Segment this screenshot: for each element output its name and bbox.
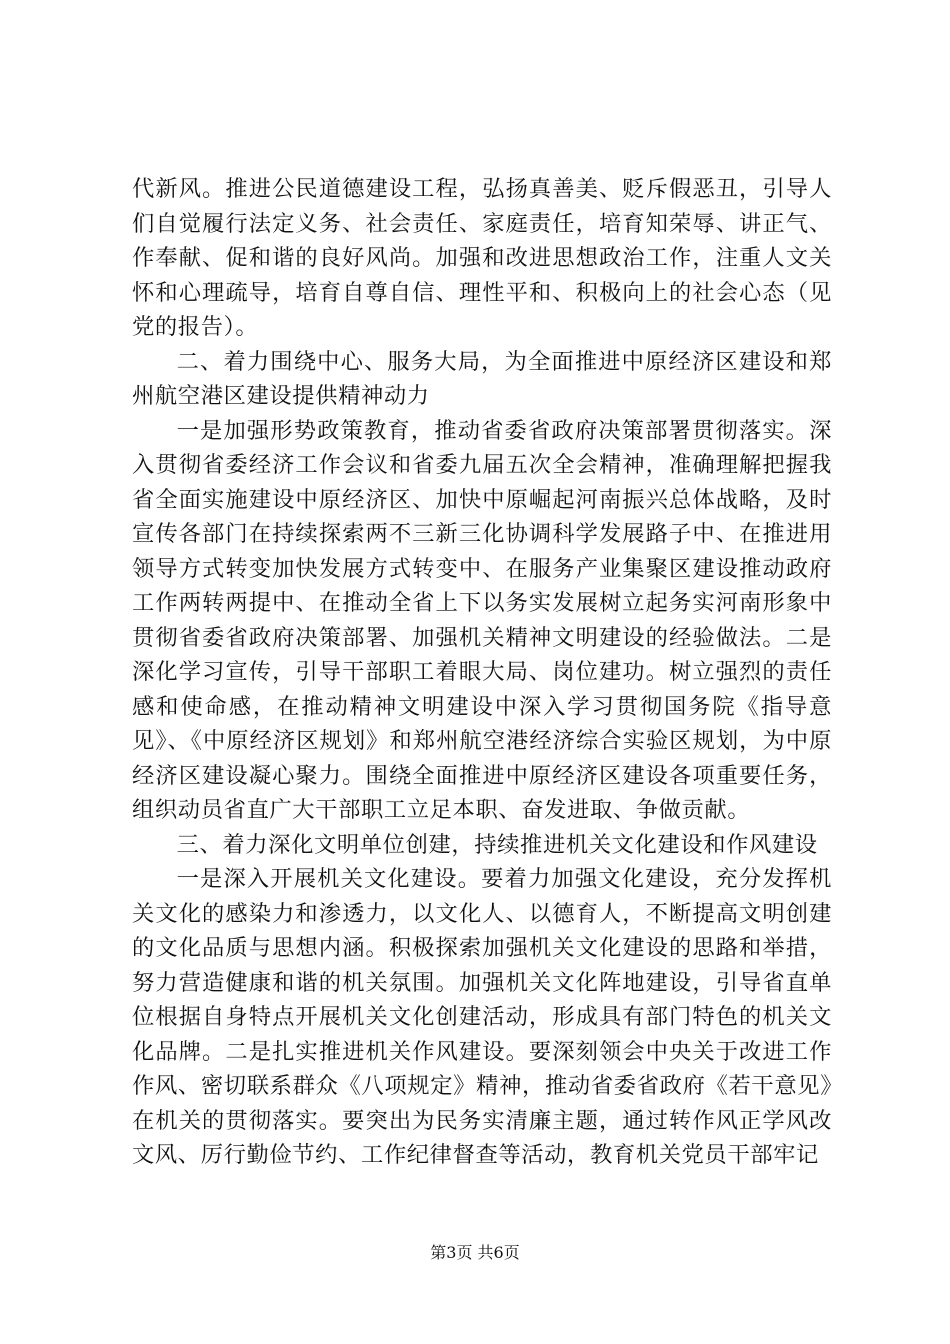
page-number-footer: 第3页 共6页 bbox=[430, 1243, 520, 1262]
paragraph-3: 一是加强形势政策教育，推动省委省政府决策部署贯彻落实。深入贯彻省委经济工作会议和省委九届五次全会精神，准确理解把握我省全面实施建设中原经济区、加快中原崛起河南振兴总体战略，及时宣传各部门在持续探索两不三新三化协调科学发展路子中、在推进用领导方式转变加快发展方式转变中、在服务产业集聚区建设推动政府工作两转两提中、在推动全省上下以务实发展树立起务实河南形象中贯彻省委省政府决策部署、加强机关精神文明建设的经验做法。二是深化学习宣传，引导干部职工着眼大局、岗位建功。树立强烈的责任感和使命感，在推动精神文明建设中深入学习贯彻国务院《指导意见》、《中原经济区规划》和郑州航空港经济综合实验区规划，为中原经济区建设凝心聚力。围绕全面推进中原经济区建设各项重要任务，组织动员省直广大干部职工立足本职、奋发进取、争做贡献。 bbox=[132, 417, 832, 823]
paragraph-1: 代新风。推进公民道德建设工程，弘扬真善美、贬斥假恶丑，引导人们自觉履行法定义务、社会责任、家庭责任，培育知荣辱、讲正气、作奉献、促和谐的良好风尚。加强和改进思想政治工作，注重人文关怀和心理疏导，培育自尊自信、理性平和、积极向上的社会心态（见党的报告）。 bbox=[132, 176, 832, 340]
paragraph-5: 一是深入开展机关文化建设。要着力加强文化建设，充分发挥机关文化的感染力和渗透力，以文化人、以德育人，不断提高文明创建的文化品质与思想内涵。积极探索加强机关文化建设的思路和举措，努力营造健康和谐的机关氛围。加强机关文化阵地建设，引导省直单位根据自身特点开展机关文化创建活动，形成具有部门特色的机关文化品牌。二是扎实推进机关作风建设。要深刻领会中央关于改进工作作风、密切联系群众《八项规定》精神，推动省委省政府《若干意见》在机关的贯彻落实。要突出为民务实清廉主题，通过转作风正学风改文风、厉行勤俭节约、工作纪律督查等活动，教育机关党员干部牢记 bbox=[132, 866, 832, 1168]
section-heading-2: 二、着力围绕中心、服务大局，为全面推进中原经济区建设和郑州航空港区建设提供精神动力 bbox=[132, 348, 832, 409]
section-heading-3: 三、着力深化文明单位创建，持续推进机关文化建设和作风建设 bbox=[176, 831, 818, 858]
document-body bbox=[132, 172, 832, 1173]
